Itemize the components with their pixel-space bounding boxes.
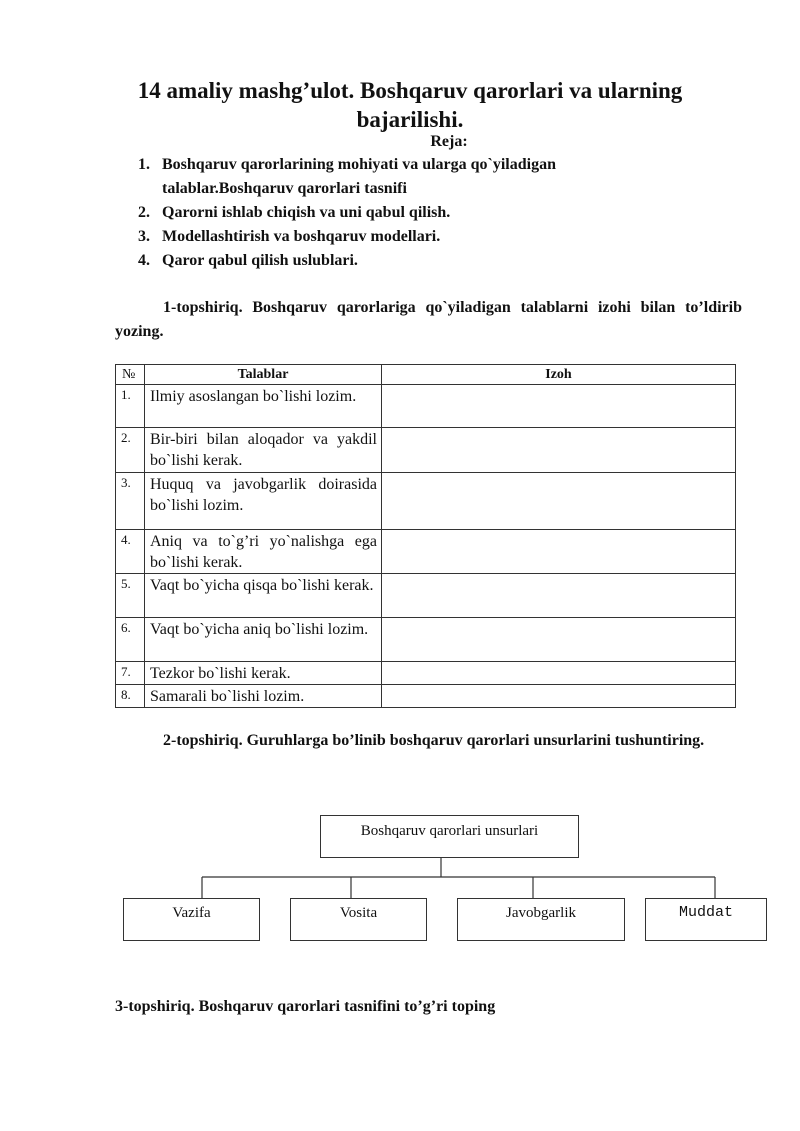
row-number: 7. <box>116 662 145 685</box>
row-requirement: Huquq va javobgarlik doirasida bo`lishi lozim. <box>145 473 382 530</box>
page-title: 14 amaliy mashg’ulot. Boshqaruv qarorlari va ularning bajarilishi. <box>137 78 683 132</box>
task-1-instruction: 1-topshiriq. Boshqaruv qarorlariga qo`yiladigan talablarni izohi bilan to’ldirib yozing. <box>115 299 742 340</box>
diagram-box-vosita: Vosita <box>290 898 427 941</box>
diagram-box-vazifa: Vazifa <box>123 898 260 941</box>
diagram-box-javobgarlik: Javobgarlik <box>457 898 625 941</box>
plan-item-number: 2. <box>138 204 150 221</box>
row-number: 1. <box>116 385 145 428</box>
row-requirement: Vaqt bo`yicha qisqa bo`lishi kerak. <box>145 574 382 618</box>
plan-item-text: Modellashtirish va boshqaruv modellari. <box>162 228 441 245</box>
header-number: № <box>116 365 145 385</box>
row-number: 8. <box>116 685 145 708</box>
plan-item-text: Qarorni ishlab chiqish va uni qabul qilish. <box>162 204 451 221</box>
row-requirement: Bir-biri bilan aloqador va yakdil bo`lishi kerak. <box>145 428 382 473</box>
row-number: 2. <box>116 428 145 473</box>
plan-item-text: Qaror qabul qilish uslublari. <box>162 252 358 269</box>
header-comment: Izoh <box>382 365 736 385</box>
task-3-text: 3-topshiriq. Boshqaruv qarorlari tasnifini to’g’ri toping <box>115 998 496 1015</box>
row-number: 5. <box>116 574 145 618</box>
row-number: 6. <box>116 618 145 662</box>
row-requirement: Aniq va to`g’ri yo`nalishga ega bo`lishi kerak. <box>145 530 382 574</box>
plan-item-text: Boshqaruv qarorlarining mohiyati va ularga qo`yiladigan talablar.Boshqaruv qarorlari tasnifi <box>162 156 556 197</box>
plan-item-number: 1. <box>138 156 150 173</box>
row-requirement: Tezkor bo`lishi kerak. <box>145 662 382 685</box>
plan-item-number: 3. <box>138 228 150 245</box>
diagram-root-box: Boshqaruv qarorlari unsurlari <box>320 815 579 858</box>
plan-heading: Reja: <box>430 133 468 150</box>
row-requirement: Samarali bo`lishi lozim. <box>145 685 382 708</box>
diagram-box-muddat: Muddat <box>645 898 767 941</box>
task-2-instruction: 2-topshiriq. Guruhlarga bo’linib boshqaruv qarorlari unsurlarini tushuntiring. <box>163 732 705 749</box>
header-requirements: Talablar <box>145 365 382 385</box>
row-number: 4. <box>116 530 145 574</box>
row-number: 3. <box>116 473 145 530</box>
plan-item-number: 4. <box>138 252 150 269</box>
row-requirement: Vaqt bo`yicha aniq bo`lishi lozim. <box>145 618 382 662</box>
row-requirement: Ilmiy asoslangan bo`lishi lozim. <box>145 385 382 428</box>
